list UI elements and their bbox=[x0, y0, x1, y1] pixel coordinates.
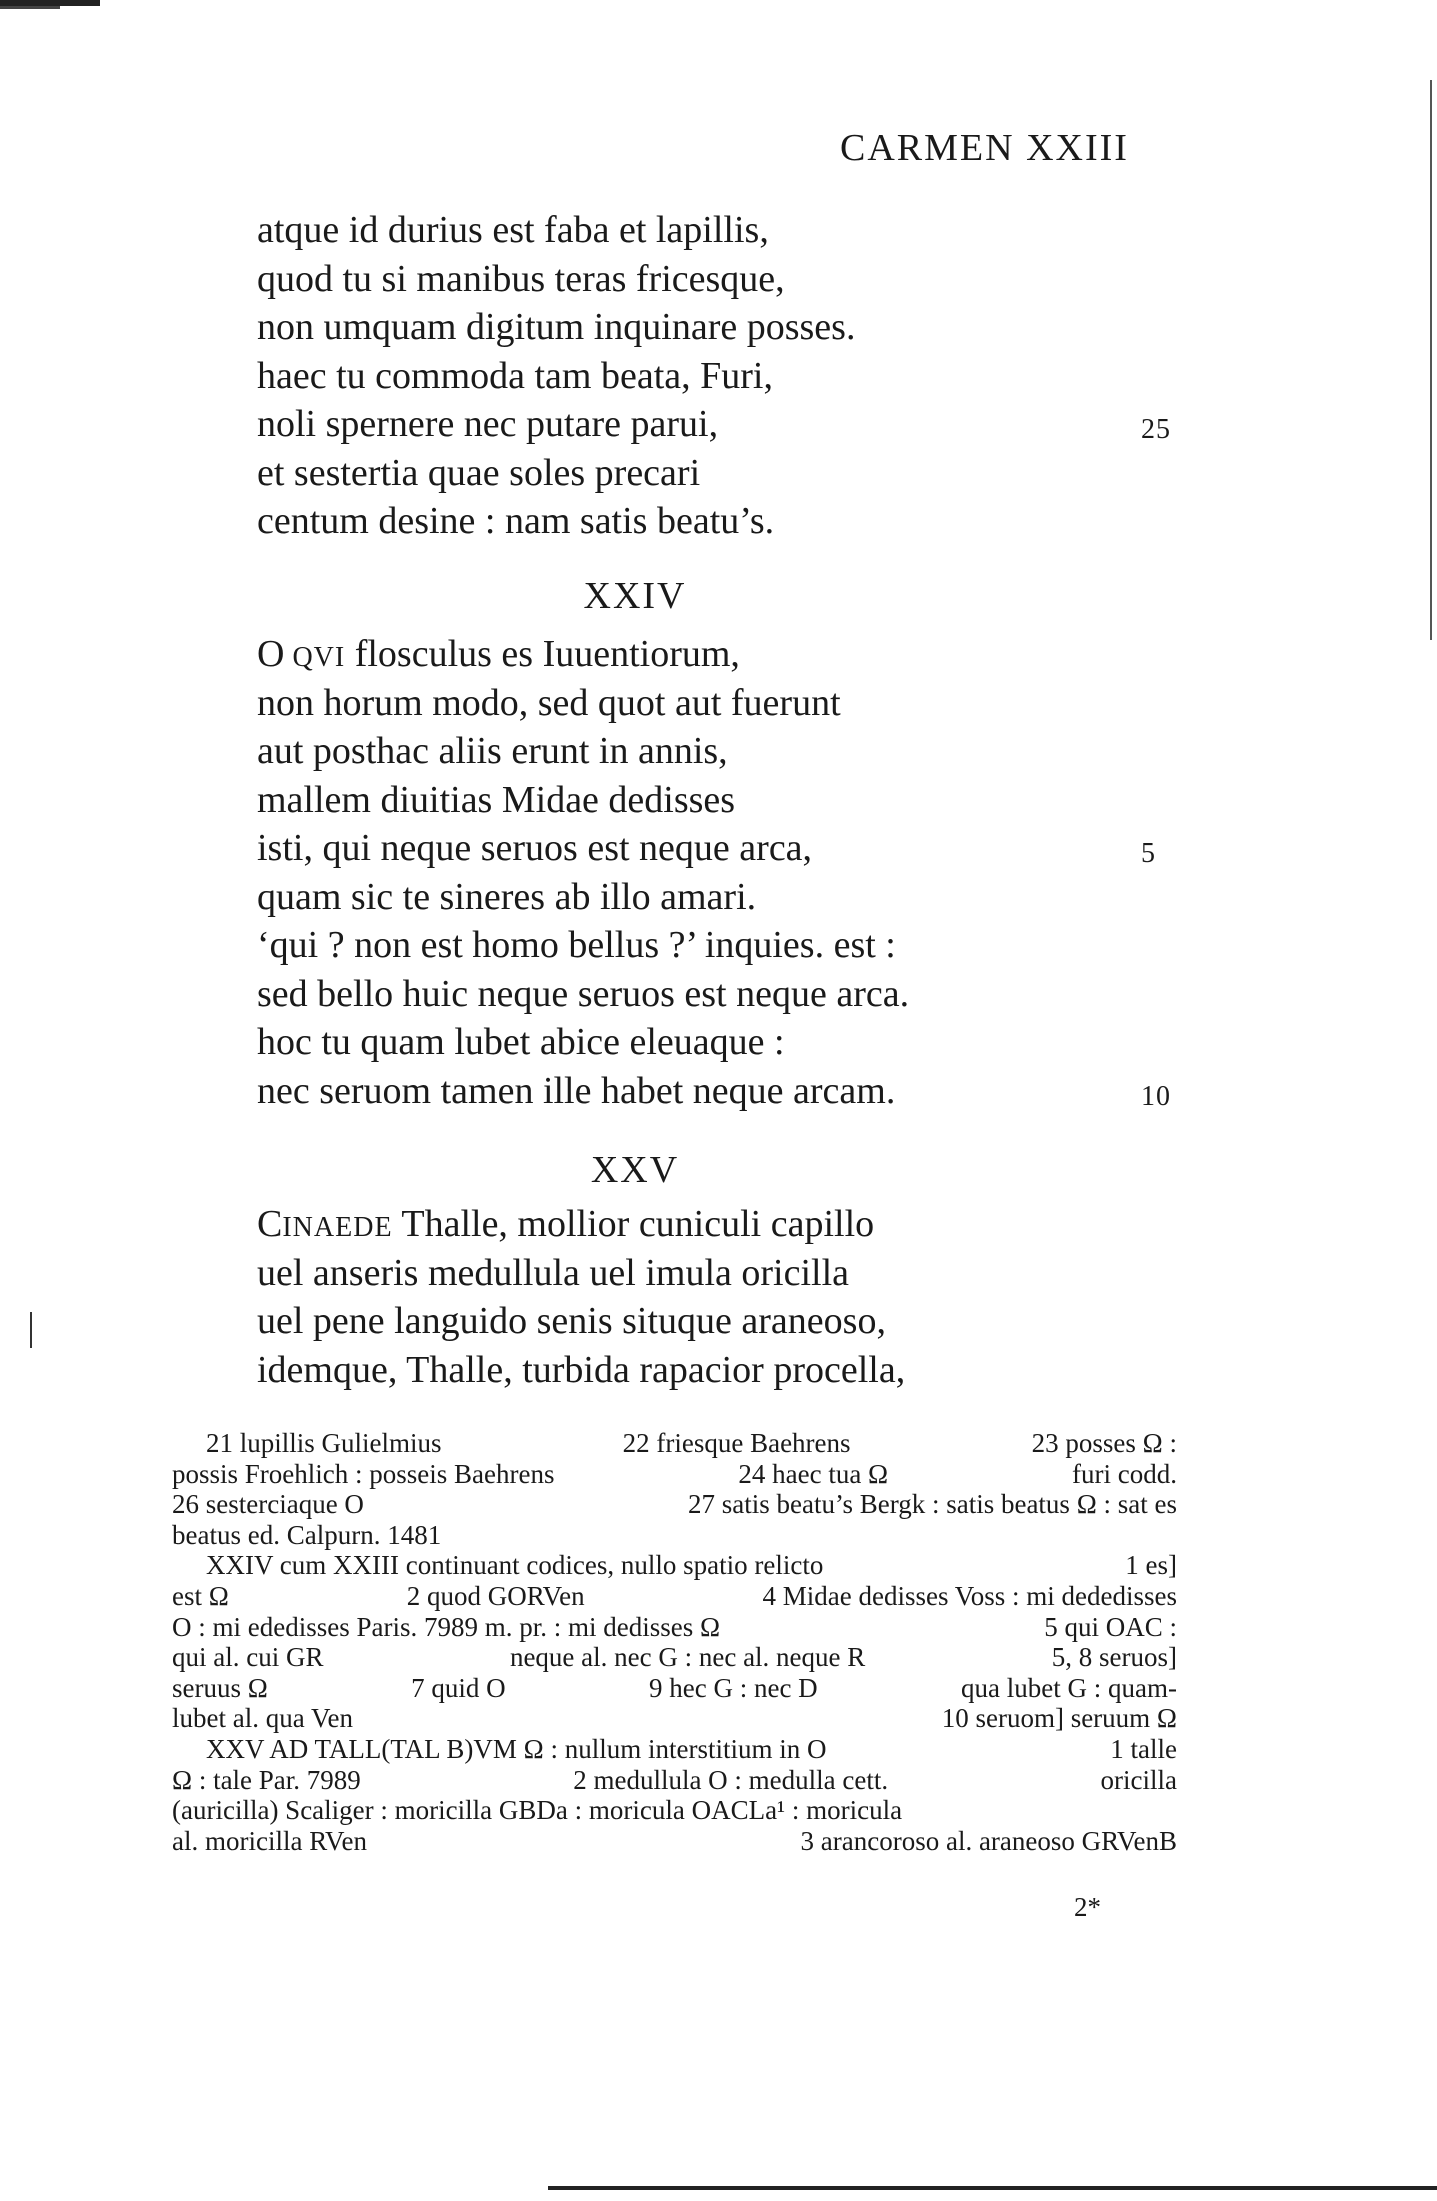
verse-line-text: hoc tu quam lubet abice eleuaque : bbox=[257, 1021, 785, 1063]
apparatus-entry: furi codd. bbox=[1072, 1458, 1177, 1489]
apparatus-entry: 1 talle bbox=[1110, 1733, 1177, 1764]
verse-line-text: quam sic te sineres ab illo amari. bbox=[257, 875, 757, 918]
verse-line-text: mallem diuitias Midae dedisses bbox=[257, 778, 736, 821]
scan-edge-mark bbox=[0, 6, 60, 9]
apparatus-line bbox=[172, 1428, 1177, 1459]
apparatus-entry: O : mi ededisses Paris. 7989 m. pr. : mi dedisses Ω bbox=[172, 1611, 721, 1642]
apparatus-entry: 7 quid O bbox=[411, 1672, 506, 1703]
verse-line-text: sed bello huic neque seruos est neque arca. bbox=[257, 972, 910, 1015]
verse-line-text: aut posthac aliis erunt in annis, bbox=[257, 730, 728, 772]
poem-xxv-text bbox=[257, 1200, 1157, 1394]
apparatus-line bbox=[172, 1673, 1177, 1704]
apparatus-entry: 5, 8 seruos] bbox=[1051, 1642, 1177, 1673]
apparatus-entry: possis Froehlich : posseis Baehrens bbox=[172, 1458, 555, 1489]
poem-xxiv-heading: XXIV bbox=[583, 575, 687, 617]
poem-xxv-lines bbox=[257, 1249, 1157, 1395]
verse-line-text: centum desine : nam satis beatu’s. bbox=[257, 500, 775, 542]
apparatus-entry: oricilla bbox=[1100, 1764, 1177, 1795]
apparatus-entry: 22 friesque Baehrens bbox=[622, 1428, 851, 1458]
verse-line-text: haec tu commoda tam beata, Furi, bbox=[257, 354, 773, 397]
apparatus-entry: 2 medullula O : medulla cett. bbox=[573, 1764, 889, 1795]
apparatus-line bbox=[172, 1642, 1177, 1673]
apparatus-entry: 21 lupillis Gulielmius bbox=[206, 1428, 442, 1458]
verse-line bbox=[257, 727, 1157, 776]
verse-line-text: uel pene languido senis situque araneoso, bbox=[257, 1300, 886, 1342]
initial-letter: O bbox=[257, 633, 285, 675]
apparatus-entry: beatus ed. Calpurn. 1481 bbox=[172, 1519, 442, 1550]
signature-mark: 2* bbox=[1074, 1892, 1101, 1922]
verse-line bbox=[257, 206, 1157, 255]
verse-line bbox=[257, 303, 1157, 352]
verse-line bbox=[257, 970, 1157, 1019]
apparatus-entry: (auricilla) Scaliger : moricilla GBDa : moricula OACLa¹ : moricula bbox=[172, 1795, 903, 1826]
apparatus-line bbox=[172, 1459, 1177, 1490]
verse-line-rest: flosculus es Iuuentiorum, bbox=[345, 633, 740, 675]
apparatus-line bbox=[172, 1550, 1177, 1581]
verse-line bbox=[257, 1200, 1157, 1249]
verse-line-rest: Thalle, mollior cuniculi capillo bbox=[392, 1203, 875, 1245]
verse-line-text: nec seruom tamen ille habet neque arcam. bbox=[257, 1069, 896, 1112]
verse-line bbox=[257, 1249, 1157, 1298]
poem-xxiii-text bbox=[257, 206, 1171, 546]
apparatus-line bbox=[172, 1734, 1177, 1765]
apparatus-entry: 24 haec tua Ω bbox=[738, 1458, 889, 1489]
verse-line-text: non umquam digitum inquinare posses. bbox=[257, 306, 856, 348]
apparatus-entry: 23 posses Ω : bbox=[1031, 1428, 1177, 1458]
apparatus-entry: 3 arancoroso al. araneoso GRVenB bbox=[800, 1825, 1177, 1856]
initial-letter: C bbox=[257, 1203, 283, 1245]
verse-line-text: ‘qui ? non est homo bellus ?’ inquies. est : bbox=[257, 924, 896, 966]
apparatus-entry: Ω : tale Par. 7989 bbox=[172, 1764, 361, 1795]
verse-line bbox=[257, 352, 1157, 401]
apparatus-entry: 9 hec G : nec D bbox=[649, 1672, 818, 1703]
apparatus-entry: 1 es] bbox=[1125, 1550, 1177, 1581]
small-caps-word: QVI bbox=[292, 642, 346, 673]
verse-line-text: non horum modo, sed quot aut fuerunt bbox=[257, 681, 841, 724]
apparatus-line bbox=[172, 1703, 1177, 1734]
verse-line bbox=[257, 1297, 1157, 1346]
line-number: 25 bbox=[1141, 414, 1171, 445]
poem-xxiv-text bbox=[257, 630, 1171, 1115]
apparatus-entry: 2 quod GORVen bbox=[406, 1580, 585, 1611]
apparatus-line bbox=[172, 1826, 1177, 1857]
verse-line bbox=[257, 497, 1157, 546]
verse-line bbox=[257, 1018, 1157, 1067]
poem-xxiv-lines bbox=[257, 679, 1171, 1116]
apparatus-line bbox=[172, 1765, 1177, 1796]
running-head: CARMEN XXIII bbox=[840, 127, 1129, 169]
verse-line bbox=[257, 921, 1157, 970]
apparatus-entry: seruus Ω bbox=[172, 1672, 268, 1703]
apparatus-entry: al. moricilla RVen bbox=[172, 1825, 368, 1856]
apparatus-entry: 5 qui OAC : bbox=[1044, 1611, 1177, 1642]
apparatus-entry: qui al. cui GR bbox=[172, 1642, 324, 1673]
apparatus-entry: qua lubet G : quam- bbox=[961, 1672, 1177, 1703]
apparatus-line bbox=[172, 1520, 1177, 1551]
apparatus-line bbox=[172, 1581, 1177, 1612]
apparatus-entry: 26 sesterciaque O bbox=[172, 1489, 364, 1520]
verse-line bbox=[257, 400, 1171, 449]
verse-line bbox=[257, 873, 1157, 922]
apparatus-line bbox=[172, 1612, 1177, 1643]
line-number: 10 bbox=[1141, 1080, 1171, 1112]
critical-apparatus bbox=[172, 1428, 1177, 1856]
apparatus-entry: 10 seruom] seruum Ω bbox=[941, 1703, 1177, 1734]
verse-line bbox=[257, 630, 1157, 679]
poem-xxv-heading: XXV bbox=[590, 1149, 680, 1191]
verse-line-text: isti, qui neque seruos est neque arca, bbox=[257, 827, 813, 869]
margin-mark bbox=[30, 1312, 32, 1348]
apparatus-entry: est Ω bbox=[172, 1580, 229, 1611]
verse-line bbox=[257, 1067, 1171, 1116]
small-caps-word: INAEDE bbox=[282, 1212, 393, 1243]
verse-line bbox=[257, 776, 1157, 825]
scan-edge-rule bbox=[1430, 80, 1432, 640]
apparatus-entry: XXIV cum XXIII continuant codices, nullo spatio relicto bbox=[206, 1550, 824, 1581]
apparatus-line bbox=[172, 1489, 1177, 1520]
apparatus-entry: neque al. nec G : nec al. neque R bbox=[509, 1642, 866, 1673]
apparatus-line bbox=[172, 1795, 1177, 1826]
verse-line bbox=[257, 1346, 1157, 1395]
scan-edge-rule bbox=[548, 2186, 1437, 2190]
verse-line bbox=[257, 449, 1157, 498]
verse-line-text: et sestertia quae soles precari bbox=[257, 451, 701, 494]
verse-line bbox=[257, 679, 1157, 728]
line-number: 5 bbox=[1141, 838, 1156, 869]
verse-line bbox=[257, 255, 1157, 304]
apparatus-entry: lubet al. qua Ven bbox=[172, 1703, 353, 1734]
verse-line-text: idemque, Thalle, turbida rapacior procella, bbox=[257, 1348, 906, 1391]
verse-line bbox=[257, 824, 1157, 873]
verse-line-text: noli spernere nec putare parui, bbox=[257, 403, 719, 445]
verse-line-text: atque id durius est faba et lapillis, bbox=[257, 209, 769, 251]
verse-line-text: quod tu si manibus teras fricesque, bbox=[257, 257, 785, 300]
verse-line-text: uel anseris medullula uel imula oricilla bbox=[257, 1251, 849, 1294]
apparatus-entry: 27 satis beatu’s Bergk : satis beatus Ω : sat es bbox=[687, 1489, 1177, 1520]
apparatus-entry: 4 Midae dedisses Voss : mi dededisses bbox=[762, 1580, 1177, 1611]
apparatus-entry: XXV AD TALL(TAL B)VM Ω : nullum interstitium in O bbox=[206, 1733, 827, 1764]
